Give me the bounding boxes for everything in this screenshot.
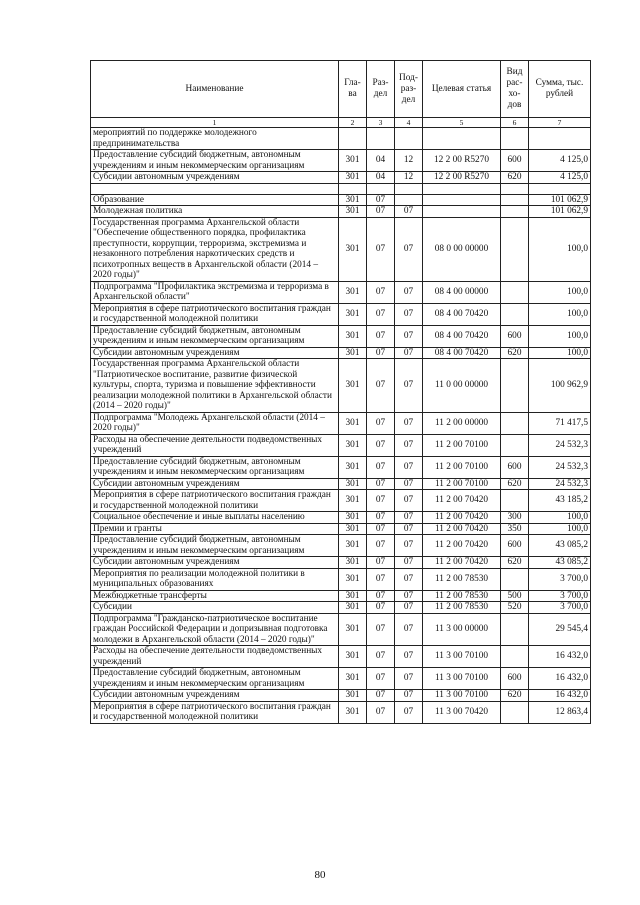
column-number: 1 xyxy=(91,118,339,128)
cell-razdel: 07 xyxy=(367,646,395,668)
cell-podrazdel: 07 xyxy=(395,347,423,359)
cell-statya: 08 0 00 00000 xyxy=(423,217,501,281)
cell-sum: 3 700,0 xyxy=(529,568,591,590)
table-row xyxy=(91,613,591,646)
cell-vid: 500 xyxy=(501,590,529,602)
cell-glava: 301 xyxy=(339,172,367,184)
cell-razdel: 07 xyxy=(367,456,395,478)
cell-razdel: 07 xyxy=(367,206,395,218)
cell-name: Образование xyxy=(91,194,339,206)
cell-razdel: 07 xyxy=(367,523,395,535)
table-row xyxy=(91,568,591,590)
table-spacer-row xyxy=(91,183,591,194)
header-statya: Целевая статья xyxy=(423,61,501,118)
cell-vid: 300 xyxy=(501,512,529,524)
header-sum: Сумма, тыс. рублей xyxy=(529,61,591,118)
table-row xyxy=(91,194,591,206)
cell-sum xyxy=(529,183,591,194)
cell-razdel: 07 xyxy=(367,359,395,413)
column-number: 3 xyxy=(367,118,395,128)
cell-vid xyxy=(501,128,529,150)
table-row xyxy=(91,478,591,490)
cell-vid xyxy=(501,281,529,303)
cell-statya: 11 2 00 70100 xyxy=(423,478,501,490)
cell-glava: 301 xyxy=(339,535,367,557)
cell-sum: 3 700,0 xyxy=(529,602,591,614)
cell-statya: 11 3 00 00000 xyxy=(423,613,501,646)
cell-podrazdel: 07 xyxy=(395,478,423,490)
cell-vid xyxy=(501,701,529,723)
cell-statya: 11 2 00 70420 xyxy=(423,557,501,569)
cell-glava: 301 xyxy=(339,668,367,690)
cell-name: Субсидии автономным учреждениям xyxy=(91,347,339,359)
cell-sum: 24 532,3 xyxy=(529,478,591,490)
column-number: 4 xyxy=(395,118,423,128)
cell-glava: 301 xyxy=(339,478,367,490)
cell-podrazdel: 07 xyxy=(395,701,423,723)
cell-glava: 301 xyxy=(339,359,367,413)
cell-name: Предоставление субсидий бюджетным, автономным учреждениям и иным некоммерческим организациям xyxy=(91,325,339,347)
cell-glava: 301 xyxy=(339,412,367,434)
cell-vid xyxy=(501,303,529,325)
cell-name: Государственная программа Архангельской области "Патриотическое воспитание, развитие физической культуры, спорта, туризма и повышение эффективности реализации молодежной политики в Архангельской области (2014 – 2020 годы)" xyxy=(91,359,339,413)
column-number: 5 xyxy=(423,118,501,128)
cell-razdel xyxy=(367,128,395,150)
cell-razdel: 07 xyxy=(367,701,395,723)
table-row xyxy=(91,281,591,303)
cell-sum: 101 062,9 xyxy=(529,206,591,218)
cell-sum: 16 432,0 xyxy=(529,690,591,702)
page-number: 80 xyxy=(314,869,326,881)
cell-name: Расходы на обеспечение деятельности подведомственных учреждений xyxy=(91,434,339,456)
cell-glava: 301 xyxy=(339,512,367,524)
cell-statya: 11 2 00 70420 xyxy=(423,535,501,557)
cell-name: Мероприятия в сфере патриотического воспитания граждан и государственной молодежной политики xyxy=(91,701,339,723)
cell-glava: 301 xyxy=(339,613,367,646)
table-row xyxy=(91,303,591,325)
cell-vid: 620 xyxy=(501,172,529,184)
cell-glava: 301 xyxy=(339,150,367,172)
cell-glava: 301 xyxy=(339,646,367,668)
cell-statya: 08 4 00 70420 xyxy=(423,325,501,347)
cell-glava: 301 xyxy=(339,347,367,359)
cell-vid xyxy=(501,206,529,218)
cell-razdel: 07 xyxy=(367,303,395,325)
cell-statya xyxy=(423,206,501,218)
cell-sum: 24 532,3 xyxy=(529,434,591,456)
cell-sum: 29 545,4 xyxy=(529,613,591,646)
cell-sum: 12 863,4 xyxy=(529,701,591,723)
cell-razdel: 07 xyxy=(367,613,395,646)
cell-razdel: 07 xyxy=(367,412,395,434)
cell-vid: 620 xyxy=(501,478,529,490)
cell-statya: 08 4 00 70420 xyxy=(423,347,501,359)
cell-sum: 100 962,9 xyxy=(529,359,591,413)
cell-podrazdel: 12 xyxy=(395,150,423,172)
cell-name: Субсидии xyxy=(91,602,339,614)
cell-razdel: 07 xyxy=(367,347,395,359)
cell-razdel: 07 xyxy=(367,557,395,569)
table-row xyxy=(91,412,591,434)
cell-glava: 301 xyxy=(339,434,367,456)
cell-sum: 4 125,0 xyxy=(529,172,591,184)
cell-name: Подпрограмма "Профилактика экстремизма и терроризма в Архангельской области" xyxy=(91,281,339,303)
cell-name: Подпрограмма "Молодежь Архангельской области (2014 – 2020 годы)" xyxy=(91,412,339,434)
table-row xyxy=(91,590,591,602)
cell-sum: 100,0 xyxy=(529,523,591,535)
cell-glava: 301 xyxy=(339,701,367,723)
cell-statya: 11 3 00 70100 xyxy=(423,690,501,702)
cell-razdel: 07 xyxy=(367,512,395,524)
cell-vid xyxy=(501,359,529,413)
cell-podrazdel: 07 xyxy=(395,590,423,602)
cell-sum: 100,0 xyxy=(529,512,591,524)
cell-vid: 600 xyxy=(501,668,529,690)
cell-glava xyxy=(339,128,367,150)
cell-podrazdel: 07 xyxy=(395,456,423,478)
cell-podrazdel: 12 xyxy=(395,172,423,184)
cell-glava: 301 xyxy=(339,557,367,569)
cell-statya xyxy=(423,194,501,206)
cell-razdel: 07 xyxy=(367,535,395,557)
cell-razdel xyxy=(367,183,395,194)
cell-sum: 43 085,2 xyxy=(529,557,591,569)
cell-razdel: 04 xyxy=(367,172,395,184)
cell-sum: 24 532,3 xyxy=(529,456,591,478)
header-name: Наименование xyxy=(91,61,339,118)
cell-name: Подпрограмма "Гражданско-патриотическое воспитание граждан Российской Федерации и допризывная подготовка молодежи в Архангельской области (2014 – 2020 годы)" xyxy=(91,613,339,646)
column-number: 7 xyxy=(529,118,591,128)
cell-razdel: 07 xyxy=(367,478,395,490)
cell-glava: 301 xyxy=(339,456,367,478)
cell-name xyxy=(91,183,339,194)
table-row xyxy=(91,535,591,557)
cell-name: Мероприятия по реализации молодежной политики в муниципальных образованиях xyxy=(91,568,339,590)
cell-name: Социальное обеспечение и иные выплаты населению xyxy=(91,512,339,524)
cell-name: Предоставление субсидий бюджетным, автономным учреждениям и иным некоммерческим организациям xyxy=(91,668,339,690)
cell-razdel: 07 xyxy=(367,281,395,303)
cell-sum: 100,0 xyxy=(529,303,591,325)
cell-statya: 08 4 00 00000 xyxy=(423,281,501,303)
column-number: 2 xyxy=(339,118,367,128)
cell-podrazdel: 07 xyxy=(395,568,423,590)
cell-statya: 12 2 00 R5270 xyxy=(423,150,501,172)
cell-podrazdel: 07 xyxy=(395,359,423,413)
cell-vid xyxy=(501,194,529,206)
table-row xyxy=(91,150,591,172)
table-row xyxy=(91,646,591,668)
cell-podrazdel: 07 xyxy=(395,668,423,690)
table-row xyxy=(91,456,591,478)
cell-podrazdel: 07 xyxy=(395,646,423,668)
table-row xyxy=(91,217,591,281)
cell-vid xyxy=(501,613,529,646)
cell-sum: 43 085,2 xyxy=(529,535,591,557)
cell-glava: 301 xyxy=(339,303,367,325)
cell-name: Субсидии автономным учреждениям xyxy=(91,172,339,184)
cell-name: Субсидии автономным учреждениям xyxy=(91,690,339,702)
cell-name: Молодежная политика xyxy=(91,206,339,218)
cell-sum: 43 185,2 xyxy=(529,490,591,512)
cell-razdel: 07 xyxy=(367,668,395,690)
table-row xyxy=(91,668,591,690)
cell-glava: 301 xyxy=(339,568,367,590)
cell-sum: 71 417,5 xyxy=(529,412,591,434)
cell-podrazdel: 07 xyxy=(395,535,423,557)
cell-podrazdel: 07 xyxy=(395,613,423,646)
cell-vid: 600 xyxy=(501,325,529,347)
cell-statya: 11 2 00 78530 xyxy=(423,590,501,602)
cell-statya xyxy=(423,183,501,194)
cell-statya: 11 2 00 70420 xyxy=(423,490,501,512)
cell-podrazdel: 07 xyxy=(395,412,423,434)
cell-glava: 301 xyxy=(339,590,367,602)
cell-statya: 12 2 00 R5270 xyxy=(423,172,501,184)
cell-vid: 600 xyxy=(501,456,529,478)
table-row xyxy=(91,512,591,524)
table-row xyxy=(91,434,591,456)
cell-podrazdel: 07 xyxy=(395,557,423,569)
cell-podrazdel: 07 xyxy=(395,490,423,512)
table-row xyxy=(91,206,591,218)
table-row xyxy=(91,690,591,702)
cell-statya: 11 2 00 70420 xyxy=(423,512,501,524)
cell-razdel: 07 xyxy=(367,568,395,590)
cell-sum: 16 432,0 xyxy=(529,668,591,690)
cell-name: Межбюджетные трансферты xyxy=(91,590,339,602)
table-row xyxy=(91,128,591,150)
table-row xyxy=(91,359,591,413)
cell-podrazdel xyxy=(395,194,423,206)
cell-vid: 600 xyxy=(501,150,529,172)
cell-sum: 100,0 xyxy=(529,347,591,359)
cell-vid xyxy=(501,434,529,456)
cell-vid: 520 xyxy=(501,602,529,614)
cell-name: Государственная программа Архангельской области "Обеспечение общественного порядка, профилактика преступности, коррупции, терроризма, экстремизма и незаконного потребления наркотических средств и психотропных веществ в Архангельской области (2014 – 2020 годы)" xyxy=(91,217,339,281)
table-row xyxy=(91,701,591,723)
table-row xyxy=(91,557,591,569)
header-razdel: Раз-дел xyxy=(367,61,395,118)
cell-podrazdel: 07 xyxy=(395,325,423,347)
cell-statya: 11 2 00 00000 xyxy=(423,412,501,434)
cell-podrazdel: 07 xyxy=(395,523,423,535)
cell-podrazdel: 07 xyxy=(395,690,423,702)
cell-razdel: 07 xyxy=(367,217,395,281)
cell-glava: 301 xyxy=(339,194,367,206)
header-glava: Гла-ва xyxy=(339,61,367,118)
cell-glava: 301 xyxy=(339,217,367,281)
table-row xyxy=(91,490,591,512)
cell-vid xyxy=(501,183,529,194)
table-row xyxy=(91,325,591,347)
cell-razdel: 04 xyxy=(367,150,395,172)
cell-name: Расходы на обеспечение деятельности подведомственных учреждений xyxy=(91,646,339,668)
column-number: 6 xyxy=(501,118,529,128)
cell-razdel: 07 xyxy=(367,590,395,602)
cell-razdel: 07 xyxy=(367,434,395,456)
header-row xyxy=(91,61,591,118)
cell-podrazdel xyxy=(395,128,423,150)
table-row xyxy=(91,347,591,359)
cell-razdel: 07 xyxy=(367,325,395,347)
cell-sum: 100,0 xyxy=(529,281,591,303)
cell-sum: 100,0 xyxy=(529,217,591,281)
cell-vid: 620 xyxy=(501,347,529,359)
cell-name: Предоставление субсидий бюджетным, автономным учреждениям и иным некоммерческим организациям xyxy=(91,150,339,172)
cell-statya xyxy=(423,128,501,150)
cell-podrazdel: 07 xyxy=(395,434,423,456)
cell-podrazdel: 07 xyxy=(395,303,423,325)
cell-name: Предоставление субсидий бюджетным, автономным учреждениям и иным некоммерческим организациям xyxy=(91,456,339,478)
cell-sum: 100,0 xyxy=(529,325,591,347)
cell-glava: 301 xyxy=(339,523,367,535)
cell-podrazdel: 07 xyxy=(395,602,423,614)
cell-vid xyxy=(501,490,529,512)
cell-glava: 301 xyxy=(339,281,367,303)
cell-name: Субсидии автономным учреждениям xyxy=(91,478,339,490)
cell-glava: 301 xyxy=(339,325,367,347)
cell-razdel: 07 xyxy=(367,490,395,512)
cell-vid xyxy=(501,217,529,281)
cell-vid: 600 xyxy=(501,535,529,557)
cell-statya: 11 3 00 70100 xyxy=(423,668,501,690)
cell-razdel: 07 xyxy=(367,602,395,614)
cell-name: Субсидии автономным учреждениям xyxy=(91,557,339,569)
cell-name: Предоставление субсидий бюджетным, автономным учреждениям и иным некоммерческим организациям xyxy=(91,535,339,557)
cell-vid: 350 xyxy=(501,523,529,535)
cell-vid: 620 xyxy=(501,690,529,702)
budget-table xyxy=(90,60,591,724)
cell-statya: 11 2 00 70420 xyxy=(423,523,501,535)
cell-sum: 3 700,0 xyxy=(529,590,591,602)
cell-statya: 08 4 00 70420 xyxy=(423,303,501,325)
cell-vid xyxy=(501,412,529,434)
cell-razdel: 07 xyxy=(367,690,395,702)
cell-vid xyxy=(501,646,529,668)
cell-name: Мероприятия в сфере патриотического воспитания граждан и государственной молодежной политики xyxy=(91,303,339,325)
cell-name: мероприятий по поддержке молодежного предпринимательства xyxy=(91,128,339,150)
cell-podrazdel xyxy=(395,183,423,194)
cell-vid xyxy=(501,568,529,590)
cell-statya: 11 2 00 70100 xyxy=(423,434,501,456)
cell-statya: 11 2 00 78530 xyxy=(423,568,501,590)
header-vid: Вид рас-хо-дов xyxy=(501,61,529,118)
cell-sum: 16 432,0 xyxy=(529,646,591,668)
cell-sum xyxy=(529,128,591,150)
cell-sum: 101 062,9 xyxy=(529,194,591,206)
cell-podrazdel: 07 xyxy=(395,512,423,524)
cell-statya: 11 3 00 70420 xyxy=(423,701,501,723)
column-number-row xyxy=(91,118,591,128)
cell-statya: 11 2 00 70100 xyxy=(423,456,501,478)
cell-podrazdel: 07 xyxy=(395,281,423,303)
cell-podrazdel: 07 xyxy=(395,217,423,281)
cell-name: Премии и гранты xyxy=(91,523,339,535)
cell-statya: 11 2 00 78530 xyxy=(423,602,501,614)
cell-sum: 4 125,0 xyxy=(529,150,591,172)
cell-glava: 301 xyxy=(339,690,367,702)
table-row xyxy=(91,523,591,535)
table-row xyxy=(91,602,591,614)
cell-glava: 301 xyxy=(339,206,367,218)
cell-vid: 620 xyxy=(501,557,529,569)
cell-glava: 301 xyxy=(339,490,367,512)
cell-name: Мероприятия в сфере патриотического воспитания граждан и государственной молодежной политики xyxy=(91,490,339,512)
cell-podrazdel: 07 xyxy=(395,206,423,218)
cell-razdel: 07 xyxy=(367,194,395,206)
cell-glava xyxy=(339,183,367,194)
header-podrazdel: Под-раз-дел xyxy=(395,61,423,118)
table-row xyxy=(91,172,591,184)
cell-glava: 301 xyxy=(339,602,367,614)
cell-statya: 11 0 00 00000 xyxy=(423,359,501,413)
cell-statya: 11 3 00 70100 xyxy=(423,646,501,668)
